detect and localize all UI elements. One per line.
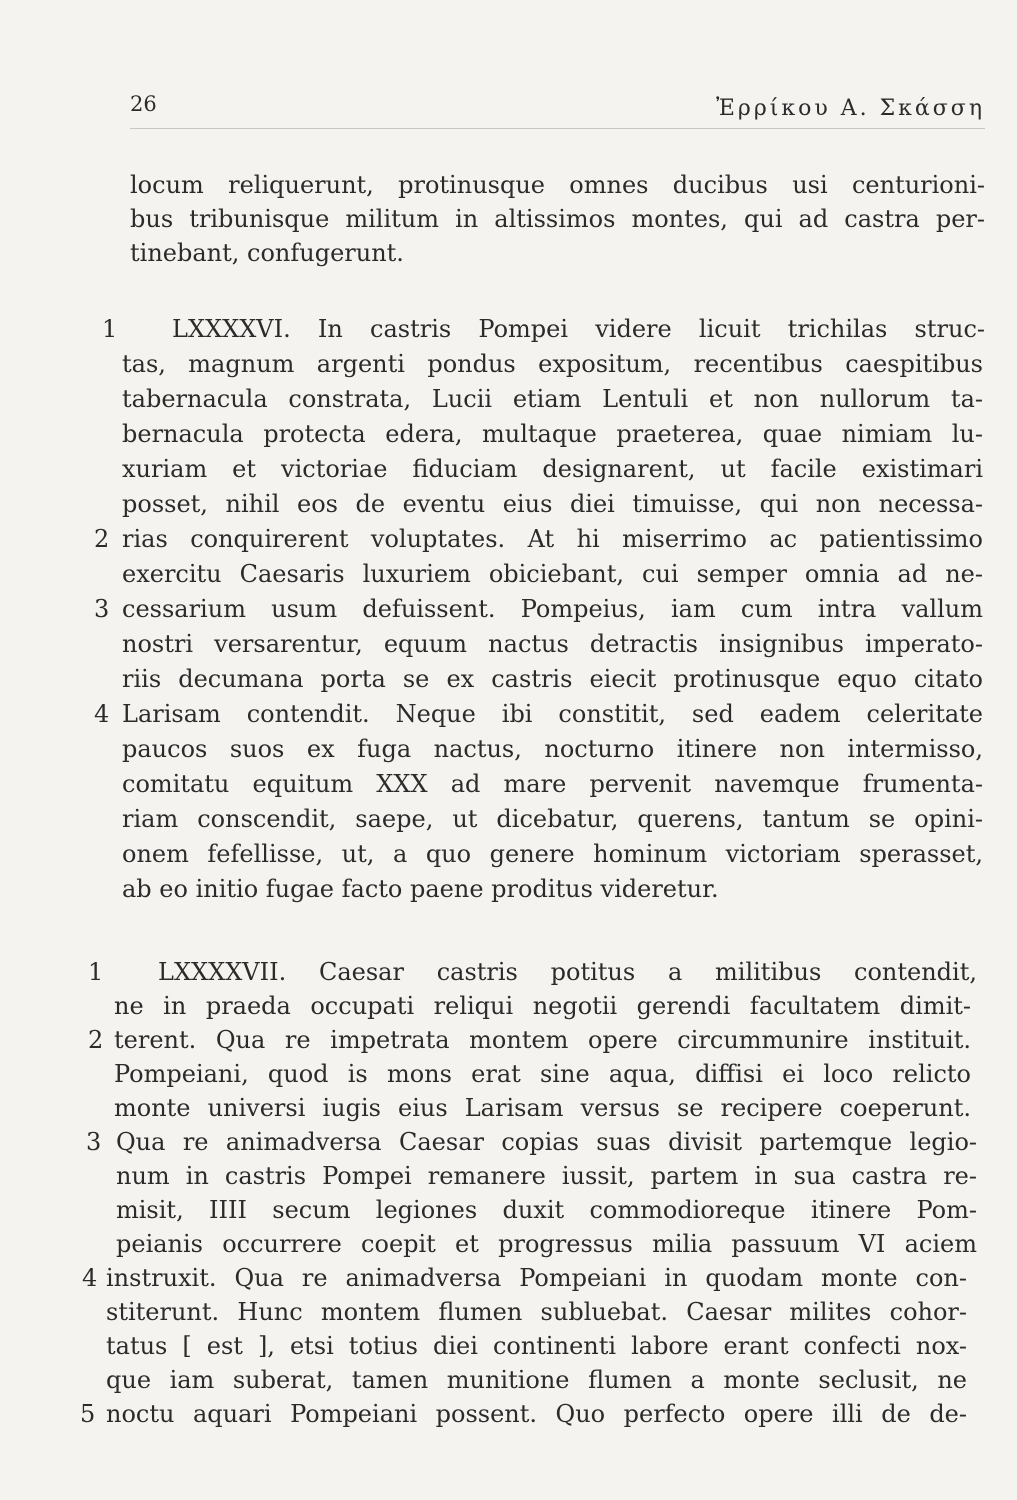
section-marker: 1 bbox=[88, 958, 104, 986]
text-line: que iam suberat, tamen munitione flumen a monte seclusit, ne bbox=[106, 1366, 967, 1394]
page-number: 26 bbox=[130, 92, 157, 116]
text-line: tatus [ est ], etsi totius diei continenti labore erant confecti nox- bbox=[106, 1332, 967, 1360]
text-line: tabernacula constrata, Lucii etiam Lentuli et non nullorum ta- bbox=[122, 385, 983, 413]
text-line: bus tribunisque militum in altissimos montes, qui ad castra per- bbox=[130, 205, 985, 233]
text-line: 4 Larisam contendit. Neque ibi constitit, sed eadem celeritate bbox=[0, 697, 1017, 731]
page-header bbox=[130, 92, 985, 129]
text-line: 2 terent. Qua re impetrata montem opere circummunire instituit. bbox=[0, 1023, 1017, 1057]
text-line: xuriam et victoriae fiduciam designarent, ut facile existimari bbox=[122, 455, 983, 483]
section-marker: 4 bbox=[82, 1264, 98, 1292]
text-line: tinebant, confugerunt. bbox=[130, 239, 404, 267]
text-line: onem fefellisse, ut, a quo genere hominum victoriam sperasset, bbox=[122, 840, 983, 868]
text-line: 3 cessarium usum defuissent. Pompeius, iam cum intra vallum bbox=[0, 592, 1017, 626]
text-line: tas, magnum argenti pondus expositum, recentibus caespitibus bbox=[122, 350, 983, 378]
text-line: 1 LXXXXVII. Caesar castris potitus a militibus contendit, bbox=[0, 955, 1017, 989]
text-line: misit, IIII secum legiones duxit commodioreque itinere Pom- bbox=[116, 1196, 977, 1224]
running-head: Ἐρρίκου Α. Σκάσση bbox=[716, 96, 985, 121]
text-line: peianis occurrere coepit et progressus milia passuum VI aciem bbox=[116, 1230, 977, 1258]
text-line: riam conscendit, saepe, ut dicebatur, querens, tantum se opini- bbox=[122, 805, 983, 833]
text-line: 3 Qua re animadversa Caesar copias suas divisit partemque legio- bbox=[0, 1125, 1017, 1159]
text-line: 4 instruxit. Qua re animadversa Pompeiani in quodam monte con- bbox=[0, 1261, 1017, 1295]
text-line: 5 noctu aquari Pompeiani possent. Quo perfecto opere illi de de- bbox=[0, 1397, 1017, 1431]
section-marker: 4 bbox=[94, 700, 110, 728]
text-line: riis decumana porta se ex castris eiecit protinusque equo citato bbox=[122, 665, 983, 693]
section-marker: 1 bbox=[102, 315, 118, 343]
section-marker: 5 bbox=[80, 1400, 96, 1428]
text-line: comitatu equitum XXX ad mare pervenit navemque frumenta- bbox=[122, 770, 983, 798]
section-marker: 3 bbox=[86, 1128, 102, 1156]
text-line: posset, nihil eos de eventu eius diei timuisse, qui non necessa- bbox=[122, 490, 983, 518]
text-line: locum reliquerunt, protinusque omnes ducibus usi centurioni- bbox=[130, 171, 985, 199]
section-marker: 2 bbox=[88, 1026, 104, 1054]
text-line: 1 LXXXXVI. In castris Pompei videre licuit trichilas struc- bbox=[0, 312, 1017, 346]
text-line: exercitu Caesaris luxuriem obiciebant, cui semper omnia ad ne- bbox=[122, 560, 983, 588]
text-line: monte universi iugis eius Larisam versus se recipere coeperunt. bbox=[114, 1094, 971, 1122]
text-line: stiterunt. Hunc montem flumen subluebat. Caesar milites cohor- bbox=[106, 1298, 967, 1326]
section-marker: 3 bbox=[94, 595, 110, 623]
text-line: ab eo initio fugae facto paene proditus videretur. bbox=[122, 875, 719, 903]
text-line: bernacula protecta edera, multaque praeterea, quae nimiam lu- bbox=[122, 420, 983, 448]
text-line: num in castris Pompei remanere iussit, partem in sua castra re- bbox=[116, 1162, 977, 1190]
text-line: nostri versarentur, equum nactus detractis insignibus imperato- bbox=[122, 630, 983, 658]
text-line: ne in praeda occupati reliqui negotii gerendi facultatem dimit- bbox=[114, 992, 971, 1020]
text-line: Pompeiani, quod is mons erat sine aqua, diffisi ei loco relicto bbox=[114, 1060, 971, 1088]
text-line: paucos suos ex fuga nactus, nocturno itinere non intermisso, bbox=[122, 735, 983, 763]
section-marker: 2 bbox=[94, 525, 110, 553]
text-line: 2 rias conquirerent voluptates. At hi miserrimo ac patientissimo bbox=[0, 522, 1017, 556]
